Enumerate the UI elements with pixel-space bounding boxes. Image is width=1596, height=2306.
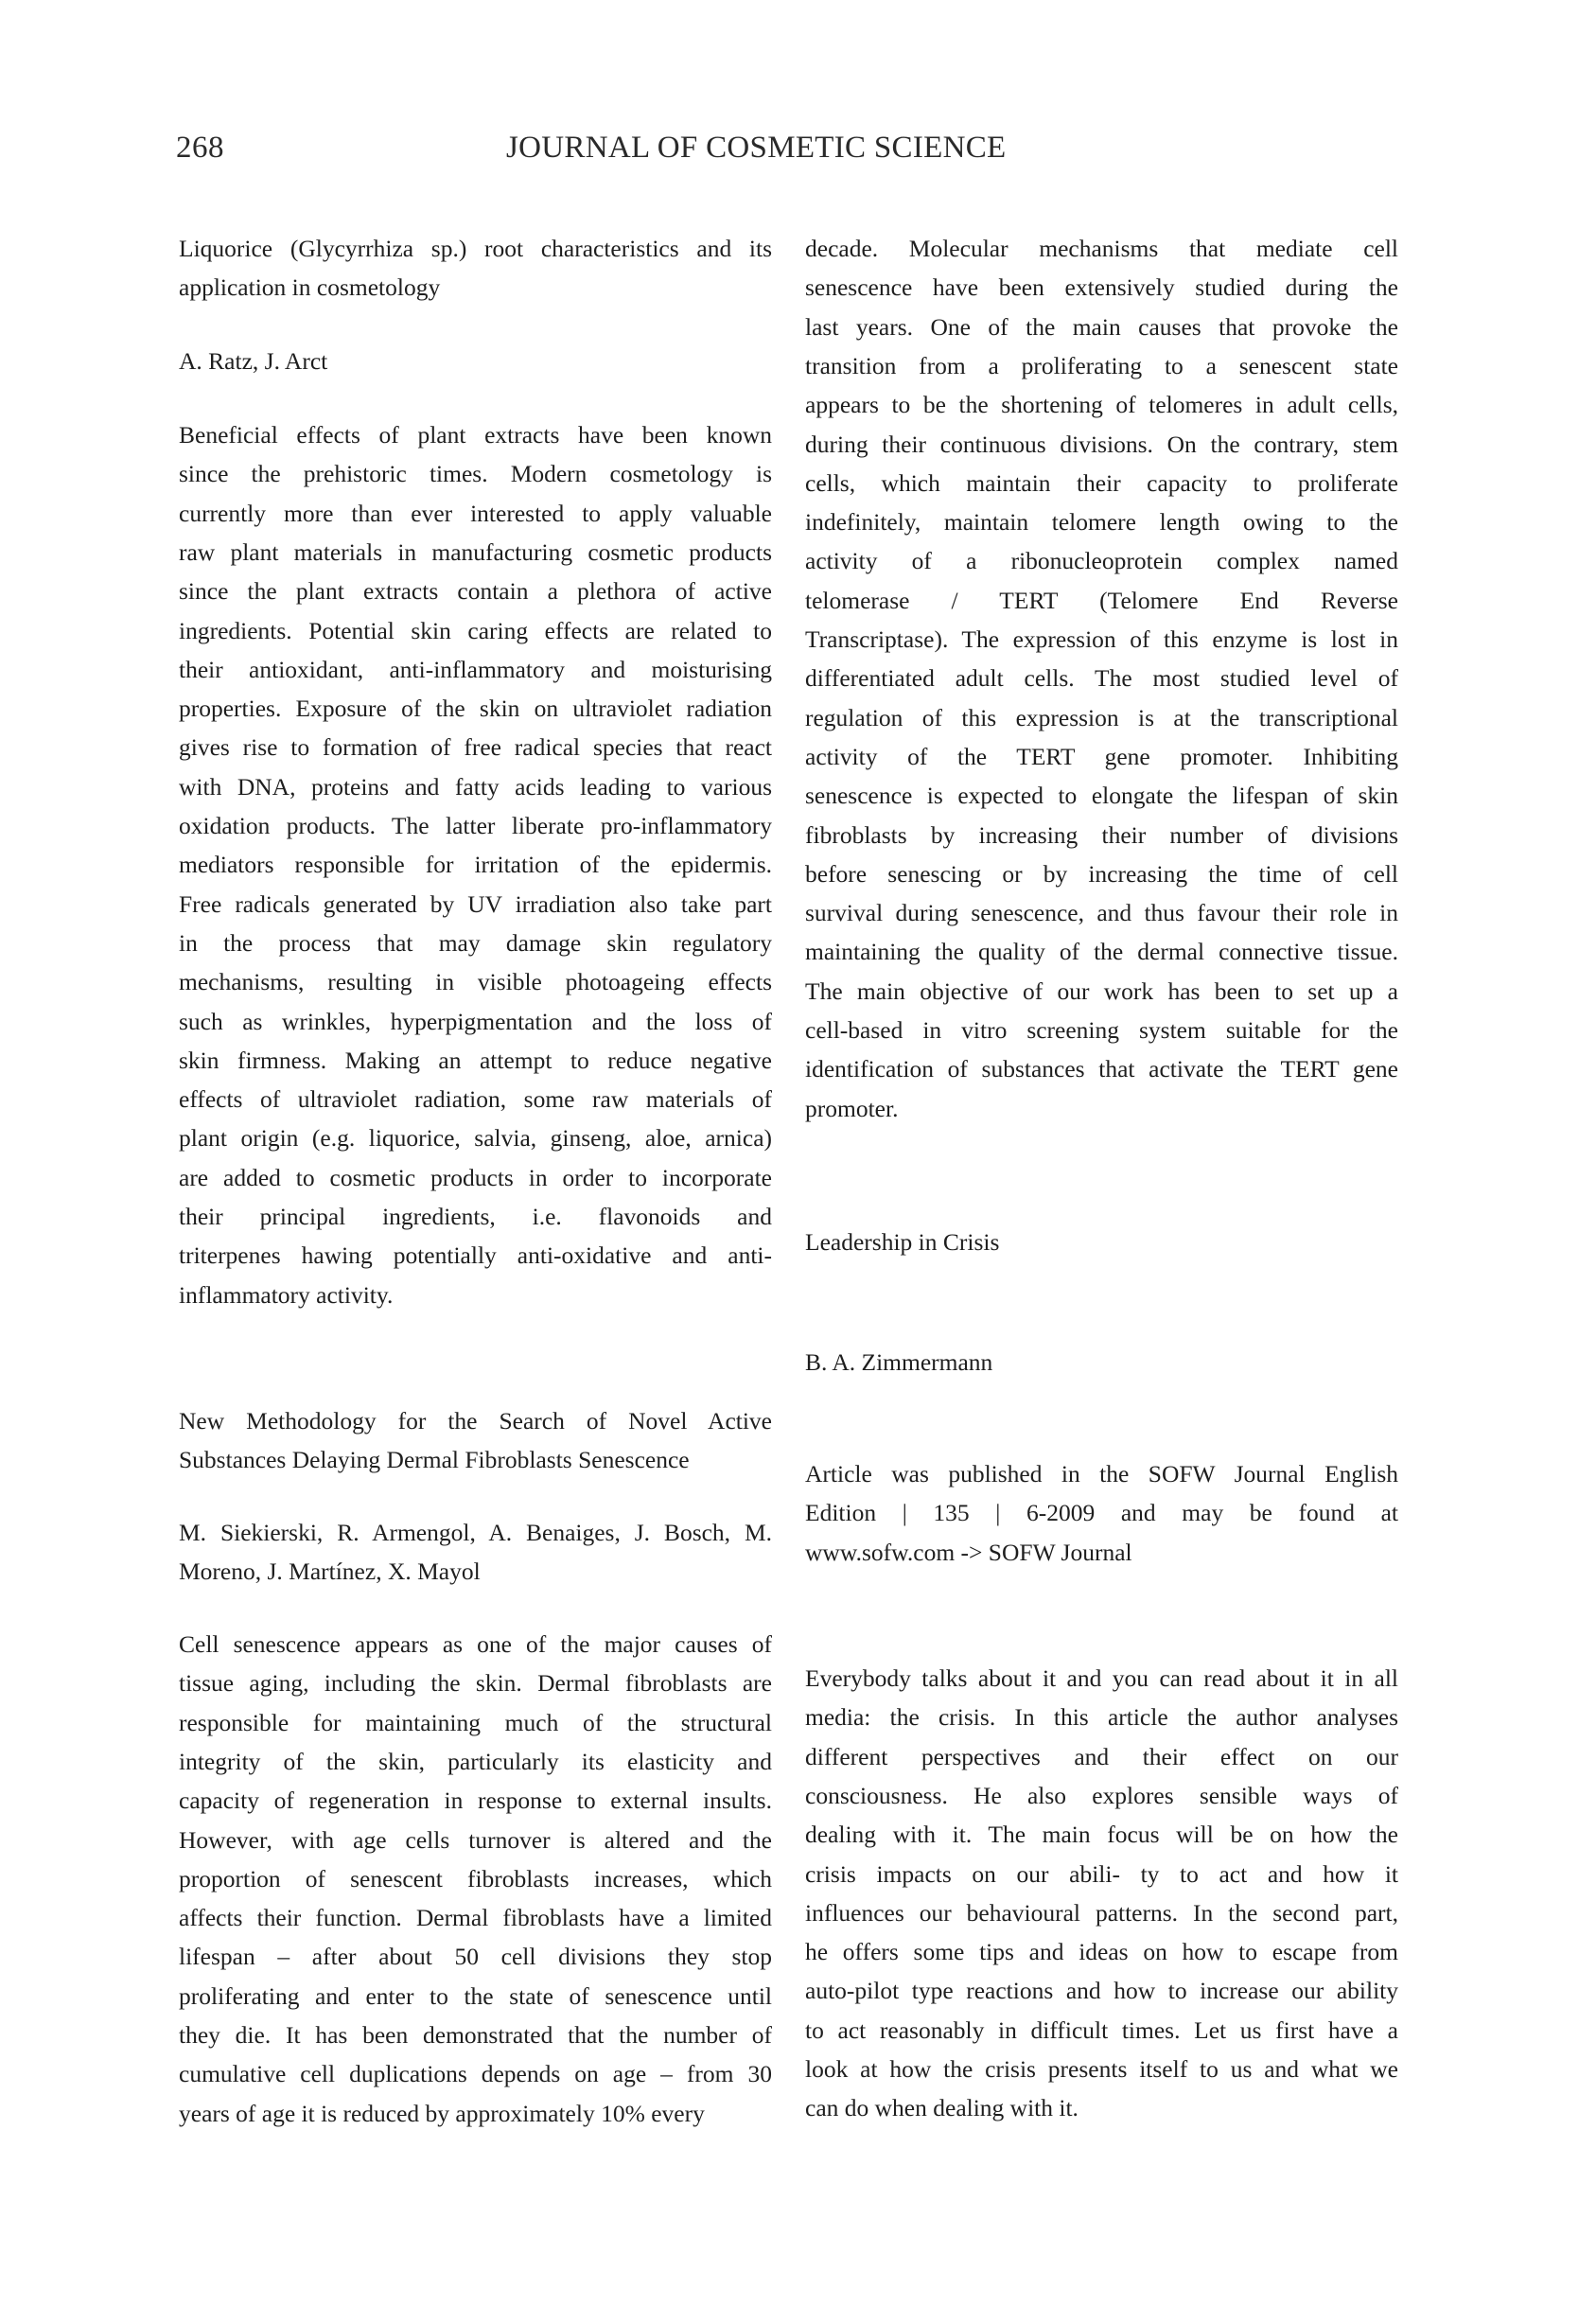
abstract-line: their antioxidant, anti-inflammatory and moisturising xyxy=(179,655,772,683)
abstract-line: tissue aging, including the skin. Dermal fibroblasts are xyxy=(179,1669,772,1698)
abstract-line: effects of ultraviolet radiation, some raw materials of xyxy=(179,1085,772,1114)
abstract-line: Everybody talks about it and you can read about it in all xyxy=(805,1664,1398,1692)
abstract-line: regulation of this expression is at the transcriptional xyxy=(805,703,1398,731)
abstract-line: proliferating and enter to the state of senescence until xyxy=(179,1981,772,2010)
abstract-line: appears to be the shortening of telomeres in adult cells, xyxy=(805,391,1398,419)
article-1-title-line: Liquorice (Glycyrrhiza sp.) root characteristics and its xyxy=(179,235,772,262)
abstract-line: cell-based in vitro screening system suitable for the xyxy=(805,1016,1398,1044)
abstract-line: mechanisms, resulting in visible photoageing effects xyxy=(179,968,772,996)
article-2-title-line: Substances Delaying Dermal Fibroblasts Senescence xyxy=(179,1446,690,1473)
abstract-line: influences our behavioural patterns. In the second part, xyxy=(805,1898,1398,1927)
abstract-line: mediators responsible for irritation of the epidermis. xyxy=(179,851,772,879)
running-head-journal-title: JOURNAL OF COSMETIC SCIENCE xyxy=(506,131,1007,165)
abstract-line: he offers some tips and ideas on how to escape from xyxy=(805,1938,1398,1966)
abstract-line: telomerase / TERT (Telomere End Reverse xyxy=(805,586,1398,614)
abstract-line: during their continuous divisions. On the contrary, stem xyxy=(805,430,1398,458)
abstract-line: responsible for maintaining much of the structural xyxy=(179,1708,772,1736)
abstract-line: are added to cosmetic products in order to incorporate xyxy=(179,1163,772,1191)
abstract-line: activity of the TERT gene promoter. Inhibiting xyxy=(805,742,1398,770)
abstract-line: fibroblasts by increasing their number of divisions xyxy=(805,820,1398,849)
abstract-line: The main objective of our work has been to set up a xyxy=(805,977,1398,1005)
abstract-line: years of age it is reduced by approximately 10% every xyxy=(179,2099,705,2127)
article-2-authors-line: M. Siekierski, R. Armengol, A. Benaiges, J. Bosch, M. xyxy=(179,1519,772,1546)
abstract-line: consciousness. He also explores sensible ways of xyxy=(805,1781,1398,1809)
article-2-authors-line: Moreno, J. Martínez, X. Mayol xyxy=(179,1558,481,1585)
abstract-line: indefinitely, maintain telomere length owing to the xyxy=(805,508,1398,537)
abstract-line: plant origin (e.g. liquorice, salvia, ginseng, aloe, arnica) xyxy=(179,1124,772,1153)
abstract-line: proportion of senescent fibroblasts increases, which xyxy=(179,1864,772,1892)
abstract-line: last years. One of the main causes that provoke the xyxy=(805,312,1398,341)
abstract-line: promoter. xyxy=(805,1094,899,1122)
abstract-line: gives rise to formation of free radical species that react xyxy=(179,733,772,762)
abstract-line: decade. Molecular mechanisms that mediate cell xyxy=(805,235,1398,262)
article-1-title-line: application in cosmetology xyxy=(179,273,441,301)
abstract-line: they die. It has been demonstrated that the number of xyxy=(179,2021,772,2049)
abstract-line: skin firmness. Making an attempt to reduce negative xyxy=(179,1046,772,1074)
publication-note-line: www.sofw.com -> SOFW Journal xyxy=(805,1538,1132,1566)
abstract-line: raw plant materials in manufacturing cosmetic products xyxy=(179,537,772,566)
abstract-line: cells, which maintain their capacity to proliferate xyxy=(805,468,1398,497)
abstract-line: with DNA, proteins and fatty acids leading to various xyxy=(179,772,772,801)
abstract-line: before senescing or by increasing the time of cell xyxy=(805,859,1398,888)
abstract-line: to act reasonably in difficult times. Let us first have a xyxy=(805,2016,1398,2044)
abstract-line: activity of a ribonucleoprotein complex named xyxy=(805,547,1398,575)
abstract-line: media: the crisis. In this article the author analyses xyxy=(805,1703,1398,1732)
publication-note-line: Edition | 135 | 6-2009 and may be found at xyxy=(805,1499,1398,1527)
abstract-line: different perspectives and their effect on our xyxy=(805,1742,1398,1770)
abstract-line: auto-pilot type reactions and how to increase our ability xyxy=(805,1977,1398,2005)
abstract-line: currently more than ever interested to apply valuable xyxy=(179,499,772,527)
abstract-line: survival during senescence, and thus favour their role in xyxy=(805,899,1398,927)
abstract-line: such as wrinkles, hyperpigmentation and the loss of xyxy=(179,1007,772,1035)
abstract-line: their principal ingredients, i.e. flavonoids and xyxy=(179,1203,772,1230)
abstract-line: capacity of regeneration in response to external insults. xyxy=(179,1787,772,1815)
abstract-line: Free radicals generated by UV irradiation also take part xyxy=(179,889,772,918)
abstract-line: cumulative cell duplications depends on age – from 30 xyxy=(179,2060,772,2088)
abstract-line: crisis impacts on our abili- ty to act and how it xyxy=(805,1859,1398,1888)
abstract-line: triterpenes hawing potentially anti-oxidative and anti- xyxy=(179,1241,772,1270)
abstract-line: affects their function. Dermal fibroblasts have a limited xyxy=(179,1904,772,1932)
abstract-line: dealing with it. The main focus will be on how the xyxy=(805,1821,1398,1849)
abstract-line: lifespan – after about 50 cell divisions they stop xyxy=(179,1943,772,1971)
abstract-line: senescence have been extensively studied during the xyxy=(805,273,1398,302)
abstract-line: senescence is expected to elongate the lifespan of skin xyxy=(805,782,1398,810)
abstract-line: since the prehistoric times. Modern cosmetology is xyxy=(179,460,772,488)
abstract-line: look at how the crisis presents itself to us and what we xyxy=(805,2055,1398,2083)
abstract-line: Cell senescence appears as one of the major causes of xyxy=(179,1630,772,1658)
abstract-line: Beneficial effects of plant extracts have been known xyxy=(179,421,772,449)
article-1-authors-line: A. Ratz, J. Arct xyxy=(179,347,328,375)
abstract-line: However, with age cells turnover is altered and the xyxy=(179,1825,772,1854)
abstract-line: properties. Exposure of the skin on ultraviolet radiation xyxy=(179,695,772,723)
article-3-authors-line: B. A. Zimmermann xyxy=(805,1348,993,1376)
abstract-line: can do when dealing with it. xyxy=(805,2094,1079,2122)
article-2-title-line: New Methodology for the Search of Novel Active xyxy=(179,1407,772,1435)
abstract-line: transition from a proliferating to a senescent state xyxy=(805,351,1398,379)
abstract-line: ingredients. Potential skin caring effects are related to xyxy=(179,616,772,644)
abstract-line: inflammatory activity. xyxy=(179,1280,394,1309)
abstract-line: since the plant extracts contain a plethora of active xyxy=(179,577,772,606)
publication-note-line: Article was published in the SOFW Journal English xyxy=(805,1460,1398,1487)
abstract-line: maintaining the quality of the dermal connective tissue. xyxy=(805,938,1398,966)
page-number: 268 xyxy=(176,131,224,165)
article-3-title-line: Leadership in Crisis xyxy=(805,1228,1000,1256)
abstract-line: Transcriptase). The expression of this enzyme is lost in xyxy=(805,625,1398,653)
abstract-line: integrity of the skin, particularly its elasticity and xyxy=(179,1747,772,1775)
abstract-line: identification of substances that activate the TERT gene xyxy=(805,1055,1398,1083)
abstract-line: differentiated adult cells. The most studied level of xyxy=(805,664,1398,693)
abstract-line: in the process that may damage skin regulatory xyxy=(179,928,772,957)
abstract-line: oxidation products. The latter liberate pro-inflammatory xyxy=(179,812,772,839)
